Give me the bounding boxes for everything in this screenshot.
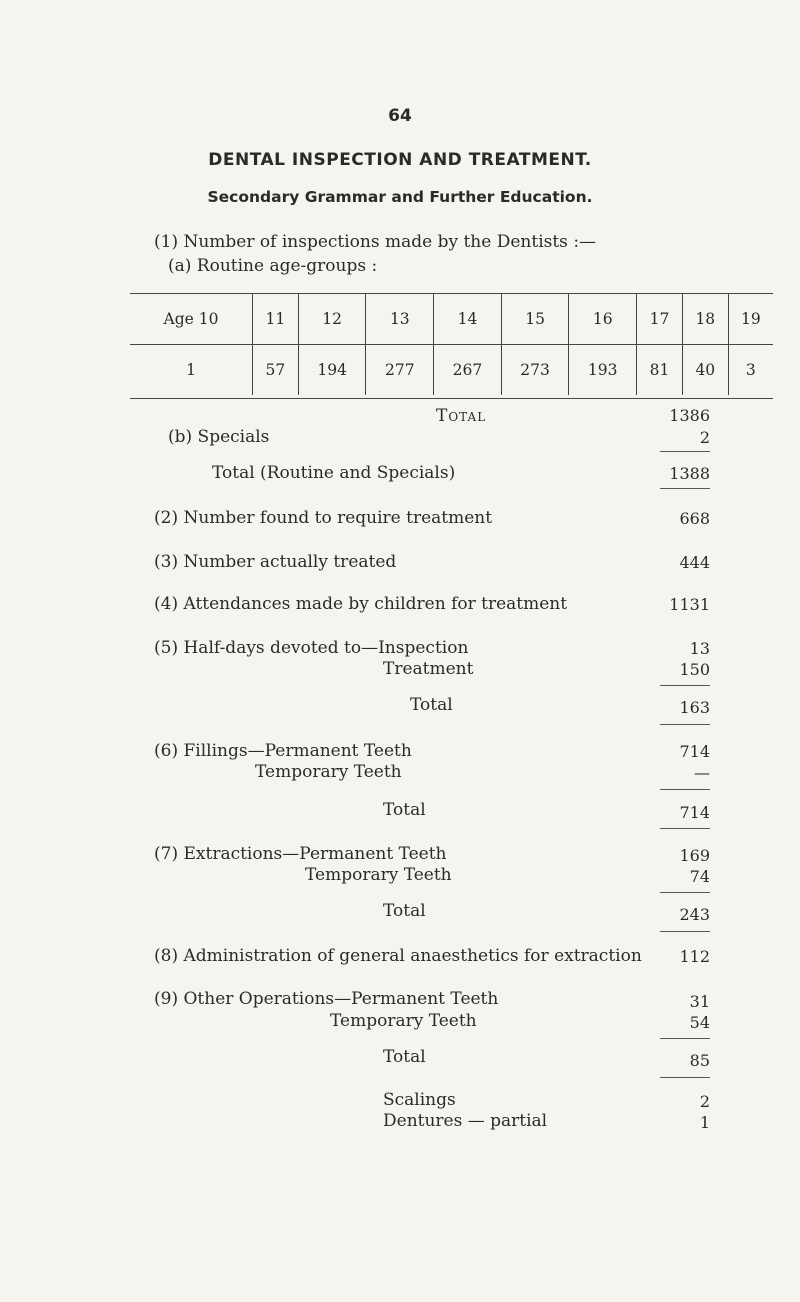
- sum-rule: [660, 685, 710, 686]
- specials-value: 2: [699, 428, 710, 447]
- sum-rule: [660, 789, 710, 790]
- age-groups-table: [130, 294, 773, 395]
- scalings-value: 2: [699, 1092, 710, 1111]
- item-9-temporary-value: 54: [689, 1013, 710, 1032]
- age-cell: 13: [366, 294, 434, 345]
- item-9-value: 31: [689, 992, 710, 1011]
- sum-rule: [660, 451, 710, 452]
- specials-label: (b) Specials: [168, 427, 270, 447]
- item-9-label: (9) Other Operations—Permanent Teeth: [154, 989, 499, 1009]
- page-number: 64: [388, 106, 412, 126]
- age-header-row: [130, 294, 773, 345]
- item-4-label: (4) Attendances made by children for treatment: [154, 594, 568, 614]
- age-cell: 14: [434, 294, 502, 345]
- count-cell: 40: [682, 345, 728, 396]
- count-cell: 3: [728, 345, 773, 396]
- routine-total-label: Total: [436, 406, 487, 426]
- count-cell: 194: [298, 345, 366, 396]
- item-9-temporary-label: Temporary Teeth: [330, 1011, 477, 1031]
- section-1a-heading: (a) Routine age-groups :: [168, 256, 378, 276]
- routine-specials-label: Total (Routine and Specials): [212, 463, 456, 483]
- item-7-label: (7) Extractions—Permanent Teeth: [154, 844, 447, 864]
- item-6-total-label: Total: [383, 800, 426, 820]
- count-row: [130, 345, 773, 396]
- routine-total-value: 1386: [669, 406, 710, 425]
- count-cell: 81: [637, 345, 683, 396]
- age-cell: 17: [637, 294, 683, 345]
- item-3-label: (3) Number actually treated: [154, 552, 397, 572]
- count-cell: 267: [434, 345, 502, 396]
- table-bottom-rule: [130, 398, 773, 399]
- item-6-total-value: 714: [679, 803, 710, 822]
- age-cell: Age 10: [130, 294, 253, 345]
- item-5-total-label: Total: [410, 695, 453, 715]
- age-cell: 19: [728, 294, 773, 345]
- count-cell: 57: [253, 345, 299, 396]
- sum-rule: [660, 724, 710, 725]
- item-5-total-value: 163: [679, 698, 710, 717]
- item-5-treatment-value: 150: [679, 660, 710, 679]
- scalings-label: Scalings: [383, 1090, 456, 1110]
- item-6-value: 714: [679, 742, 710, 761]
- item-8-label: (8) Administration of general anaesthetics for extraction: [154, 946, 642, 966]
- section-1-heading: (1) Number of inspections made by the Dentists :—: [154, 232, 597, 252]
- item-7-total-value: 243: [679, 905, 710, 924]
- item-7-value: 169: [679, 846, 710, 865]
- dentures-value: 1: [699, 1113, 710, 1132]
- sum-rule: [660, 1038, 710, 1039]
- page-subtitle: Secondary Grammar and Further Education.: [207, 188, 593, 206]
- item-7-total-label: Total: [383, 901, 426, 921]
- item-6-temporary-label: Temporary Teeth: [255, 762, 402, 782]
- count-cell: 273: [501, 345, 569, 396]
- age-cell: 12: [298, 294, 366, 345]
- item-4-value: 1131: [669, 595, 710, 614]
- item-6-temporary-value: —: [694, 763, 710, 782]
- item-7-temporary-label: Temporary Teeth: [305, 865, 452, 885]
- item-5-value: 13: [689, 639, 710, 658]
- count-cell: 1: [186, 361, 196, 379]
- item-3-value: 444: [679, 553, 710, 572]
- count-cell: 277: [366, 345, 434, 396]
- count-cell: 193: [569, 345, 637, 396]
- item-9-total-label: Total: [383, 1047, 426, 1067]
- item-2-value: 668: [679, 509, 710, 528]
- item-8-value: 112: [679, 947, 710, 966]
- sum-rule: [660, 931, 710, 932]
- item-5-label: (5) Half-days devoted to—Inspection: [154, 638, 469, 658]
- sum-rule: [660, 1077, 710, 1078]
- age-cell: 15: [501, 294, 569, 345]
- item-9-total-value: 85: [689, 1051, 710, 1070]
- page-title: DENTAL INSPECTION AND TREATMENT.: [208, 150, 592, 170]
- age-cell: 18: [682, 294, 728, 345]
- item-5-treatment-label: Treatment: [383, 659, 474, 679]
- routine-specials-value: 1388: [669, 464, 710, 483]
- sum-rule: [660, 892, 710, 893]
- age-cell: 16: [569, 294, 637, 345]
- item-6-label: (6) Fillings—Permanent Teeth: [154, 741, 412, 761]
- sum-rule: [660, 828, 710, 829]
- dentures-label: Dentures — partial: [383, 1111, 548, 1131]
- sum-rule: [660, 488, 710, 489]
- item-7-temporary-value: 74: [689, 867, 710, 886]
- age-cell: 11: [253, 294, 299, 345]
- item-2-label: (2) Number found to require treatment: [154, 508, 493, 528]
